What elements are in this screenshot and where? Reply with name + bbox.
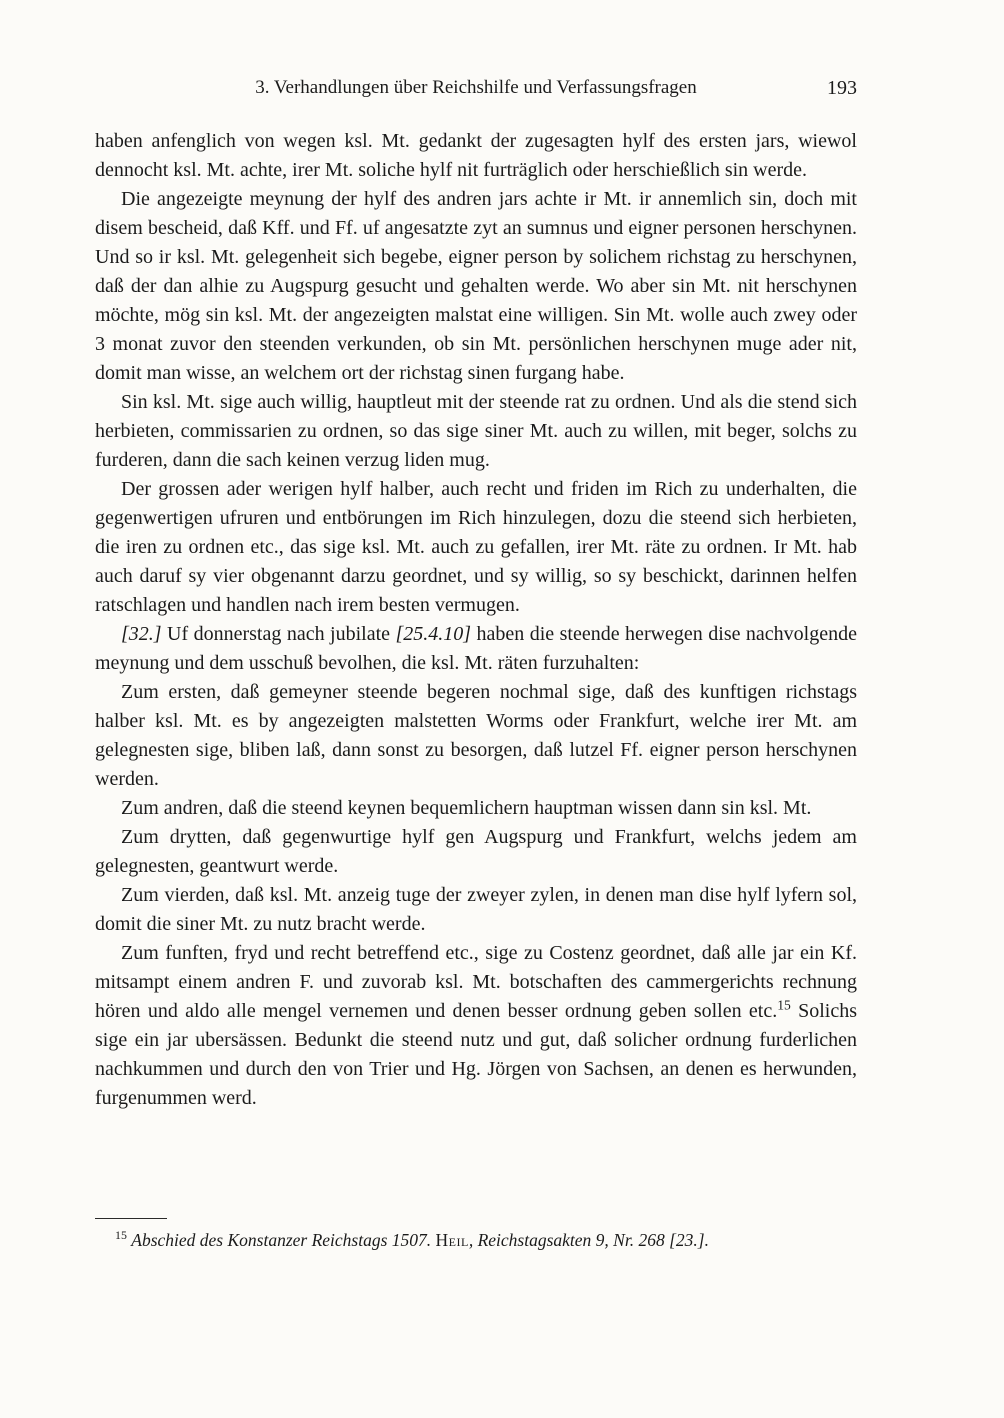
paragraph-run: [25.4.10] [395,623,472,645]
paragraph [95,620,857,678]
page-content [95,76,857,1113]
footnote [95,1228,857,1252]
footnote-run: , Reichstagsakten 9, Nr. 268 [23.]. [468,1230,709,1250]
paragraph-run: haben die steende herwegen dise nachvolgende meynung und dem usschuß bevolhen, die ksl. Mt. räten furzuhalten: [95,623,857,674]
body-text [95,127,857,1113]
paragraph-run: [32.] [121,623,162,645]
footnote-marker: 15 [115,1228,127,1243]
running-head [95,76,857,100]
paragraph: haben anfenglich von wegen ksl. Mt. gedankt der zugesagten hylf des ersten jars, wiewol dennocht ksl. Mt. achte, irer Mt. soliche hylf nit furträglich oder herschießlich sin werde. [95,130,857,181]
footnote-separator [95,1218,167,1219]
paragraph: Sin ksl. Mt. sige auch willig, hauptleut mit der steende rat zu ordnen. Und als die stend sich herbieten, commissarien zu ordnen, so das sige siner Mt. auch zu willen, mit beger, solchs zu furderen, dann die sach keinen verzug liden mug. [95,391,857,471]
paragraph: Zum ersten, daß gemeyner steende begeren nochmal sige, daß des kunftigen richstags halber ksl. Mt. es by angezeigten malstetten Worms oder Frankfurt, welche irer Mt. am gelegnesten sige, bliben laß, dann sonst zu besorgen, daß lutzel Ff. eigner person herschynen werden. [95,681,857,790]
paragraph: Zum vierden, daß ksl. Mt. anzeig tuge der zweyer zylen, in denen man dise hylf lyfern sol, domit die siner Mt. zu nutz bracht werde. [95,884,857,935]
paragraph: Zum drytten, daß gegenwurtige hylf gen Augspurg und Frankfurt, welchs jedem am gelegnesten, geantwurt werde. [95,826,857,877]
chapter-title: 3. Verhandlungen über Reichshilfe und Verfassungsfragen [255,77,697,98]
paragraph: Zum andren, daß die steend keynen bequemlichern hauptman wissen dann sin ksl. Mt. [121,797,812,819]
paragraph: Die angezeigte meynung der hylf des andren jars achte ir Mt. ir annemlich sin, doch mit disem bescheid, daß Kff. und Ff. uf angesatzte zyt an sumnus und eigner personen herschynen. Und so ir ksl. Mt. gelegenheit sich begebe, eigner person by solichem richstag zu herschynen, daß der dan alhie zu Augspurg gesucht und gehalten werde. Wo aber sin Mt. nit herschynen möchte, mög sin ksl. Mt. der angezeigten malstat eine willigen. Sin Mt. wolle auch zwey oder 3 monat zuvor den steenden verkunden, ob sin Mt. persönlichen herschynen muge ader nit, domit man wisse, an welchem ort der richstag sinen furgang habe. [95,188,857,384]
paragraph-run: Zum funften, fryd und recht betreffend etc., sige zu Costenz geordnet, daß alle jar ein Kf. mitsampt einem andren F. und zuvorab ksl. Mt. botschaften des cammergerichts rechnung hören und aldo alle mengel vernemen und denen besser ordnung geben sollen etc. [95,942,857,1022]
paragraph-run: Solichs sige ein jar ubersässen. Bedunkt die steend nutz und gut, daß solicher ordnung furderlichen nachkummen und durch den von Trier und Hg. Jörgen von Sachsen, an denen es herwunden, furgenummen werd. [95,1000,857,1109]
paragraph [95,939,857,1113]
footnote-reference: 15 [777,997,791,1013]
footnote-author: Heil [435,1230,469,1250]
page-number: 193 [827,77,857,99]
footnote-block [95,1218,857,1252]
paragraph-run: Uf donnerstag nach jubilate [161,623,396,645]
paragraph: Der grossen ader werigen hylf halber, auch recht und friden im Rich zu underhalten, die gegenwertigen ufruren und entbörungen im Rich hinzulegen, dozu die steend sich herbieten, die iren zu ordnen etc., das sige ksl. Mt. auch zu gefallen, irer Mt. räte zu ordnen. Ir Mt. hab auch daruf sy vier obgenannt darzu geordnet, und sy willig, so sy beschickt, darinnen helfen ratschlagen und handlen nach irem besten vermugen. [95,478,857,616]
footnote-run: Abschied des Konstanzer Reichstags 1507. [131,1230,436,1250]
